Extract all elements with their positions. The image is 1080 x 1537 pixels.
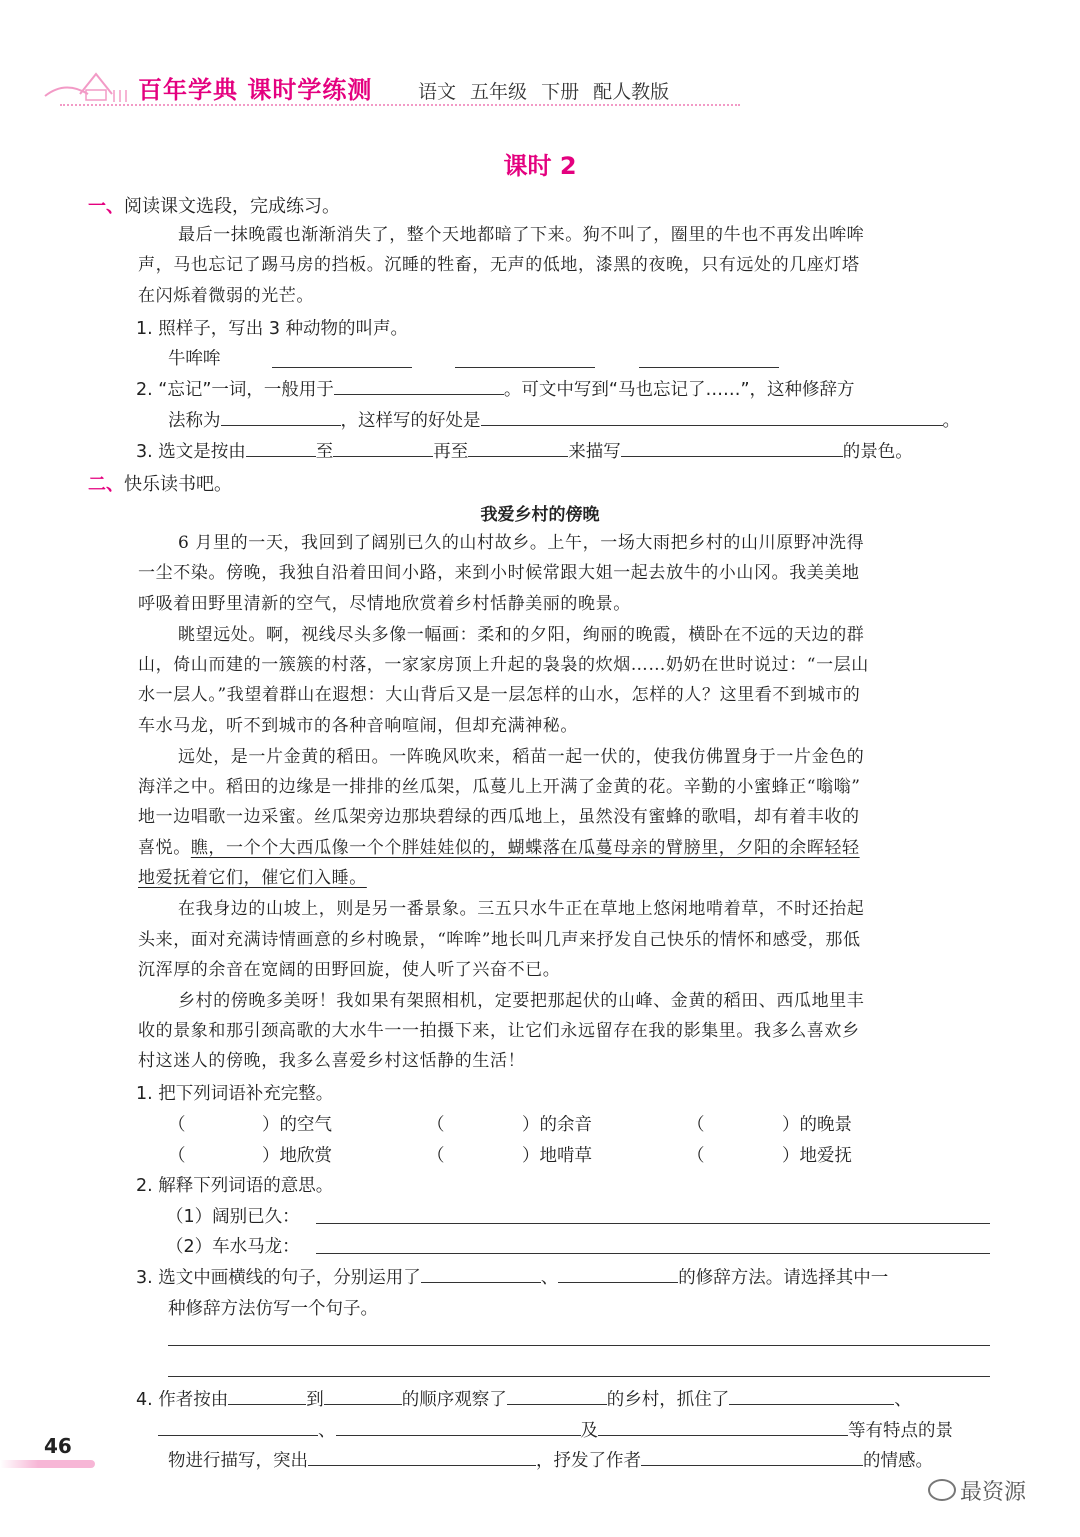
- question-2-cont: 法称为 ，这样写的好处是 。: [168, 407, 960, 432]
- word-fill-item[interactable]: ）的晚景: [782, 1115, 852, 1135]
- term-1-label: （1）阔别已久：: [166, 1207, 300, 1227]
- article-line: 远处，是一片金黄的稻田。一阵晚风吹来，稻苗一起一伏的，使我仿佛置身于一片金色的: [178, 747, 865, 767]
- paren-open: （: [427, 1115, 445, 1135]
- article-line: 地一边唱歌一边采蜜。丝瓜架旁边那块碧绿的西瓜地上，虽然没有蜜蜂的歌唱，却有着丰收的: [138, 807, 860, 827]
- article-title: 我爱乡村的傍晚: [480, 505, 600, 525]
- answer-blank[interactable]: [246, 438, 316, 457]
- answer-blank[interactable]: [455, 367, 595, 368]
- term-2-label: （2）车水马龙：: [166, 1237, 300, 1257]
- answer-blank[interactable]: [158, 1417, 318, 1436]
- article-line: 头来，面对充满诗情画意的乡村晚景，“哞哞”地长叫几声来抒发自己快乐的情怀和感受，那低: [138, 930, 861, 950]
- answer-blank[interactable]: [336, 1417, 581, 1436]
- article-line: 6 月里的一天，我回到了阔别已久的山村故乡。上午，一场大雨把乡村的山川原野冲洗得: [178, 533, 865, 553]
- article-line: 喜悦。瞧，一个个大西瓜像一个个胖娃娃似的，蝴蝶落在瓜蔓母亲的臂膀里，夕阳的余晖轻轻: [138, 838, 860, 858]
- page-bar: [0, 1460, 95, 1468]
- article-line: 眺望远处。啊，视线尽头多像一幅画：柔和的夕阳，绚丽的晚霞，横卧在不远的天边的群: [178, 625, 865, 645]
- article-line: 山，倚山而建的一簇簇的村落，一家家房顶上升起的袅袅的炊烟……奶奶在世时说过：“一层山: [138, 655, 869, 675]
- article-line: 在我身边的山坡上，则是另一番景象。三五只水牛正在草地上悠闲地啃着草，不时还抬起: [178, 899, 865, 919]
- word-fill-item[interactable]: ）的余音: [522, 1115, 592, 1135]
- paren-open: （: [687, 1115, 705, 1135]
- question-1: 1. 照样子，写出 3 种动物的叫声。: [136, 319, 409, 339]
- section-heading-1: 一、阅读课文选段，完成练习。: [88, 196, 340, 217]
- question-3-cont: 种修辞方法仿写一个句子。: [168, 1299, 378, 1319]
- article-line: 收的景象和那引颈高歌的大水牛一一拍摄下来，让它们永远留存在我的影集里。我多么喜欢乡: [138, 1021, 860, 1041]
- subject-info: 语文 五年级 下册 配人教版: [418, 81, 670, 103]
- article-line: 乡村的傍晚多美呀！我如果有架照相机，定要把那起伏的山峰、金黄的稻田、西瓜地里丰: [178, 991, 865, 1011]
- question-4: 4. 作者按由 到 的顺序观察了 的乡村，抓住了 、: [136, 1386, 912, 1411]
- question-3: 3. 选文中画横线的句子，分别运用了 、 的修辞方法。请选择其中一: [136, 1264, 888, 1289]
- article-line: 一尘不染。傍晚，我独自沿着田间小路，来到小时候常跟大姐一起去放牛的小山冈。我美美地: [138, 563, 860, 583]
- article-line: 车水马龙，听不到城市的各种音响喧闹，但却充满神秘。: [138, 716, 578, 736]
- question-2: 2. “忘记”一词，一般用于 。可文中写到“马也忘记了……”，这种修辞方: [136, 376, 855, 401]
- answer-blank[interactable]: [507, 1386, 607, 1405]
- answer-blank[interactable]: [558, 1264, 678, 1283]
- article-line: 呼吸着田野里清新的空气，尽情地欣赏着乡村恬静美丽的晚景。: [138, 594, 631, 614]
- passage-line: 在闪烁着微弱的光芒。: [138, 286, 314, 306]
- section-heading-2: 二、快乐读书吧。: [88, 474, 232, 495]
- answer-blank[interactable]: [641, 1447, 863, 1466]
- answer-blank[interactable]: [729, 1386, 894, 1405]
- question-4-cont: 物进行描写，突出 ，抒发了作者 的情感。: [168, 1447, 933, 1472]
- question-1: 1. 把下列词语补充完整。: [136, 1084, 334, 1104]
- word-fill-item[interactable]: ）地啃草: [522, 1146, 592, 1166]
- header-divider: [60, 104, 740, 110]
- question-3: 3. 选文是按由 至 再至 来描写 的景色。: [136, 438, 913, 463]
- question-2: 2. 解释下列词语的意思。: [136, 1176, 334, 1196]
- answer-blank[interactable]: [639, 367, 779, 368]
- paren-open: （: [168, 1115, 186, 1135]
- answer-blank[interactable]: [324, 1386, 402, 1405]
- answer-blank[interactable]: [421, 1264, 541, 1283]
- house-logo-icon: [40, 60, 135, 110]
- answer-blank[interactable]: [228, 1386, 306, 1405]
- example-answer: 牛哞哞: [168, 349, 221, 369]
- paren-open: （: [168, 1146, 186, 1166]
- article-line: 水一层人。”我望着群山在遐想：大山背后又是一层怎样的山水，怎样的人？这里看不到城市的: [138, 685, 861, 705]
- answer-line[interactable]: [168, 1345, 990, 1346]
- passage-line: 最后一抹晚霞也渐渐消失了，整个天地都暗了下来。狗不叫了，圈里的牛也不再发出哞哞: [178, 225, 865, 245]
- answer-blank[interactable]: [468, 438, 568, 457]
- underlined-sentence: 地爱抚着它们，催它们入睡。: [138, 868, 367, 888]
- question-4-cont: 、 及 等有特点的景: [158, 1417, 953, 1442]
- word-fill-item[interactable]: ）地爱抚: [782, 1146, 852, 1166]
- passage-line: 声，马也忘记了踢马房的挡板。沉睡的牲畜，无声的低地，漆黑的夜晚，只有远处的几座灯塔: [138, 255, 860, 275]
- answer-blank[interactable]: [621, 438, 843, 457]
- lesson-title: 课时 2: [503, 152, 577, 180]
- wechat-icon: [928, 1479, 956, 1501]
- paren-open: （: [687, 1146, 705, 1166]
- answer-line[interactable]: [168, 1376, 990, 1377]
- brand-title: 百年学典 课时学练测: [138, 76, 373, 104]
- word-fill-item[interactable]: ）的空气: [262, 1115, 332, 1135]
- page-number: 46: [44, 1434, 72, 1458]
- answer-blank[interactable]: [598, 1417, 848, 1436]
- word-fill-item[interactable]: ）地欣赏: [262, 1146, 332, 1166]
- answer-blank[interactable]: [316, 1223, 990, 1224]
- article-line: 村这迷人的傍晚，我多么喜爱乡村这恬静的生活！: [138, 1051, 526, 1071]
- underlined-sentence: 瞧，一个个大西瓜像一个个胖娃娃似的，蝴蝶落在瓜蔓母亲的臂膀里，夕阳的余晖轻轻: [190, 838, 860, 858]
- answer-blank[interactable]: [272, 367, 412, 368]
- answer-blank[interactable]: [481, 407, 943, 426]
- article-line: 沉浑厚的余音在宽阔的田野回旋，使人听了兴奋不已。: [138, 960, 561, 980]
- answer-blank[interactable]: [221, 407, 341, 426]
- answer-blank[interactable]: [334, 376, 504, 395]
- answer-blank[interactable]: [308, 1447, 536, 1466]
- answer-blank[interactable]: [316, 1253, 990, 1254]
- article-line: 海洋之中。稻田的边缘是一排排的丝瓜架，瓜蔓儿上开满了金黄的花。辛勤的小蜜蜂正“嗡嗡”: [138, 777, 861, 797]
- answer-blank[interactable]: [333, 438, 433, 457]
- watermark: 最资源: [928, 1475, 1026, 1506]
- paren-open: （: [427, 1146, 445, 1166]
